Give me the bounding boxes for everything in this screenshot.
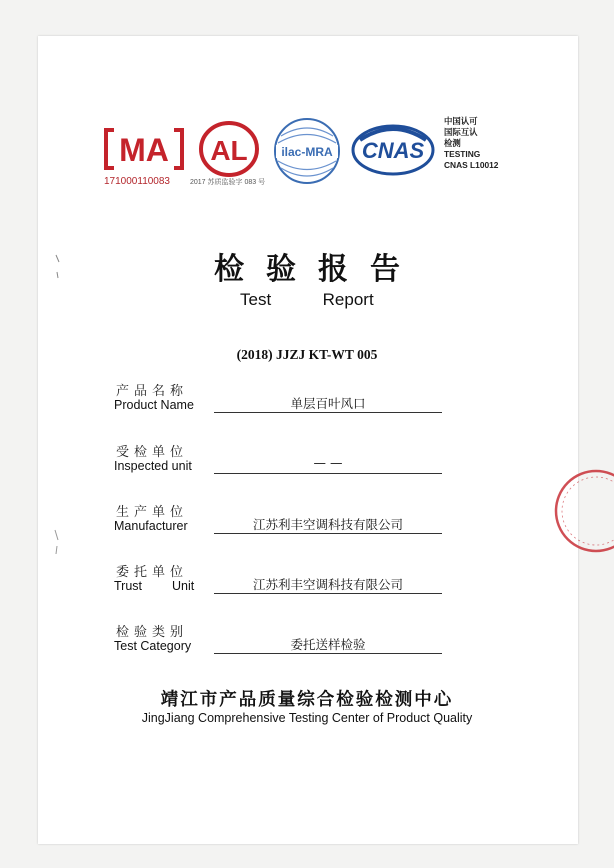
field-label-en: Test Category: [114, 639, 192, 653]
title-en-right: Report: [322, 290, 374, 309]
field-label-zh: 产品名称: [116, 384, 189, 399]
cnas-info-line: 国际互认: [444, 127, 478, 137]
report-title-zh: 检验报告: [214, 252, 422, 287]
cma-text: MA: [119, 132, 169, 168]
report-number: (2018) JJZJ KT-WT 005: [236, 347, 378, 362]
cnas-info-line: TESTING: [444, 149, 481, 159]
cnas-info: [444, 116, 498, 171]
field-value: — —: [313, 455, 343, 470]
field-underline: [214, 412, 442, 413]
field-label-en: Manufacturer: [114, 519, 188, 533]
field-value: 江苏利丰空调科技有限公司: [252, 517, 403, 532]
field-inspected-unit: [116, 441, 456, 481]
cnas-info-line: CNAS L10012: [444, 160, 499, 170]
institution-name-en: JingJiang Comprehensive Testing Center of Product Quality: [141, 711, 473, 725]
field-label-en-right: Unit: [172, 579, 195, 593]
cal-number: 2017 苏质监验字 083 号: [190, 179, 266, 186]
field-label-en: Product Name: [114, 398, 194, 412]
field-label-zh: 生产单位: [116, 505, 189, 520]
field-trust-unit: [116, 561, 456, 601]
cnas-info-line: 中国认可: [444, 116, 478, 126]
official-seal-icon: [550, 466, 614, 556]
ilac-text: ilac-MRA: [281, 145, 333, 159]
cal-text: AL: [210, 135, 248, 166]
scan-marks: [52, 250, 64, 570]
cal-logo-icon: [198, 120, 260, 178]
accreditation-logos: [0, 84, 614, 194]
field-label-zh: 委托单位: [116, 565, 189, 580]
field-manufacturer: [116, 501, 456, 541]
field-product-name: [116, 380, 456, 420]
cnas-info-line: 检测: [444, 138, 461, 148]
cnas-logo-icon: [350, 122, 436, 178]
report-title-en: [240, 290, 374, 310]
field-label-en: Inspected unit: [114, 459, 192, 473]
field-label-en-left: Trust: [114, 579, 143, 593]
field-underline: [214, 533, 442, 534]
cma-logo-icon: [102, 124, 186, 174]
field-underline: [214, 653, 442, 654]
institution-name-zh: 靖江市产品质量综合检验检测中心: [160, 690, 454, 710]
title-en-left: Test: [240, 290, 272, 309]
field-label-en: [114, 579, 194, 593]
field-label-zh: 检验类别: [116, 625, 189, 640]
cnas-text: CNAS: [361, 138, 425, 163]
cma-number: 171000110083: [104, 176, 170, 187]
field-value: 江苏利丰空调科技有限公司: [252, 577, 403, 592]
field-label-zh: 受检单位: [116, 445, 189, 460]
field-value: 单层百叶风口: [290, 396, 366, 411]
field-underline: [214, 473, 442, 474]
field-underline: [214, 593, 442, 594]
ilac-mra-logo-icon: [272, 116, 342, 186]
field-value: 委托送样检验: [290, 637, 366, 652]
field-test-category: [116, 621, 456, 661]
